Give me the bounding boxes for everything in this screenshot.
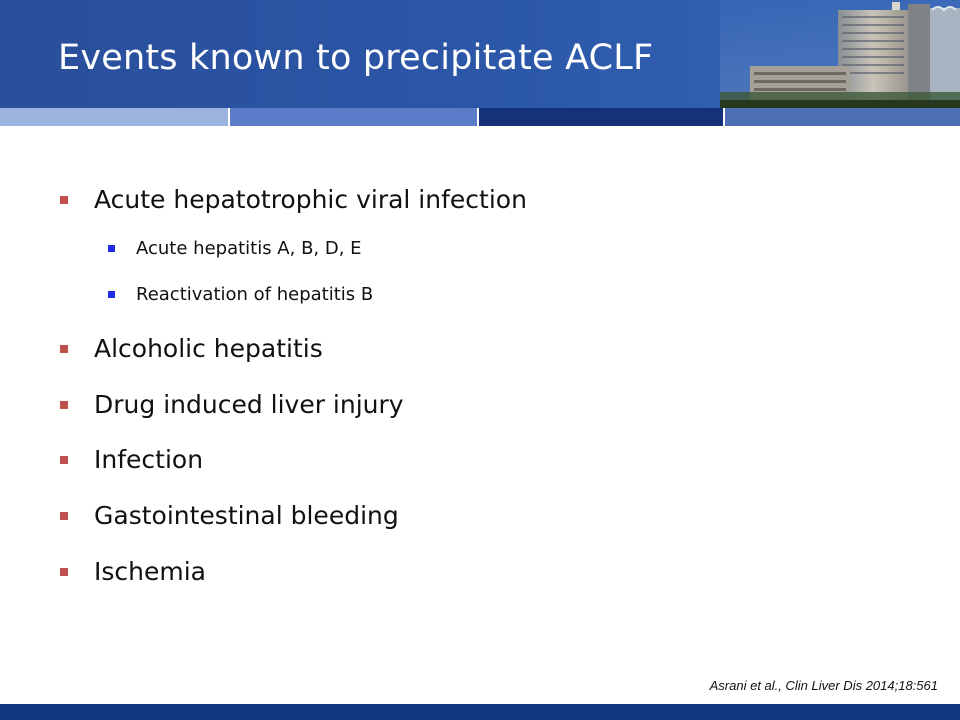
square-bullet-icon [60,345,68,353]
slide-title: Events known to precipitate ACLF [58,38,654,78]
bullet-item [60,557,206,586]
square-bullet-icon [108,245,115,252]
bullet-item [60,501,399,530]
sub-bullet-text: Acute hepatitis A, B, D, E [136,238,362,259]
bullet-item [60,334,323,363]
bullet-text: Gastointestinal bleeding [94,501,399,530]
sub-bullet-item [108,284,373,305]
bullet-item [60,445,203,474]
bullet-text: Ischemia [94,557,206,586]
citation: Asrani et al., Clin Liver Dis 2014;18:561 [709,678,938,693]
bullet-text: Drug induced liver injury [94,390,404,419]
hospital-building-image [720,0,960,108]
square-bullet-icon [60,456,68,464]
square-bullet-icon [60,568,68,576]
accent-stripe [0,108,960,126]
footer-bar [0,704,960,720]
square-bullet-icon [108,291,115,298]
bullet-text: Infection [94,445,204,474]
square-bullet-icon [60,196,68,204]
bullet-text: Acute hepatotrophic viral infection [94,185,527,214]
sub-bullet-text: Reactivation of hepatitis B [136,284,374,305]
bullet-item [60,390,404,419]
sub-bullet-item [108,238,362,259]
square-bullet-icon [60,512,68,520]
square-bullet-icon [60,401,68,409]
bullet-text: Alcoholic hepatitis [94,334,323,363]
title-banner [0,0,960,108]
bullet-item [60,185,527,214]
